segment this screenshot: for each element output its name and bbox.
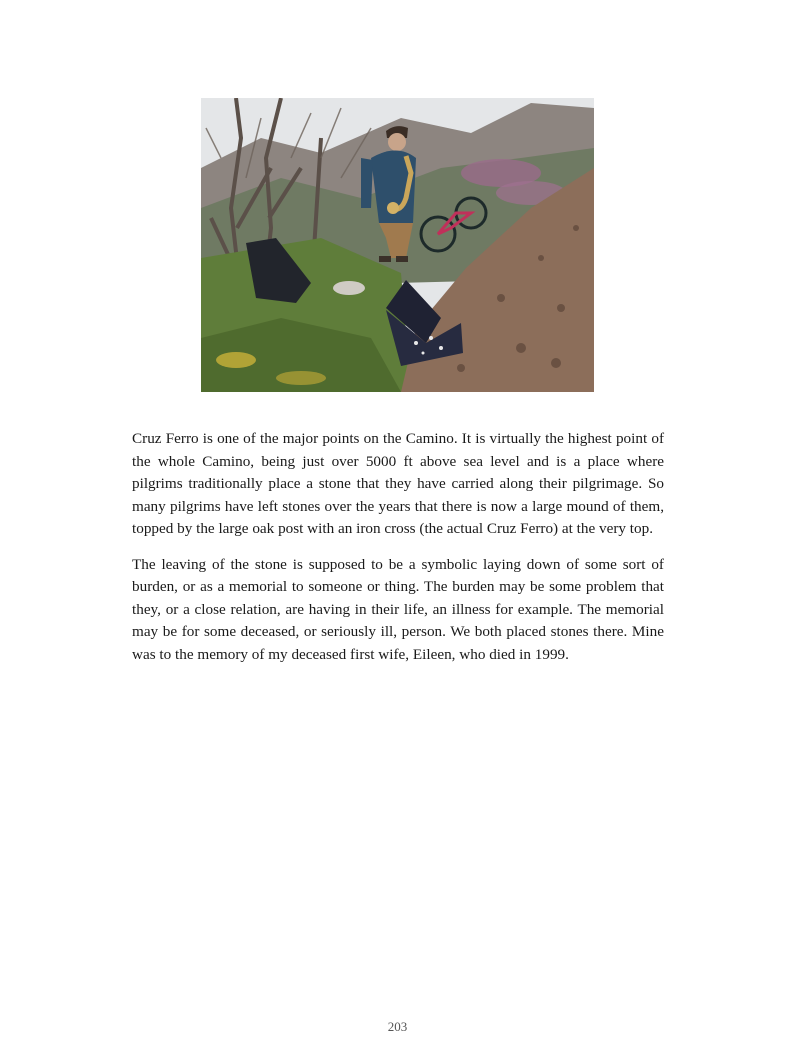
paragraph: Cruz Ferro is one of the major points on the Camino. It is virtually the highest point of the whole Camino, being just over 5000 ft above sea level and is a place where pilgrims traditionally place a stone that they have carried along their pilgrimage. So many pilgrims have left stones over the years that there is now a large mound of them, topped by the large oak post with an iron cross (the actual Cruz Ferro) at the very top. — [132, 430, 664, 537]
body-text — [132, 428, 664, 679]
photo-illustration — [201, 98, 594, 392]
paragraph: The leaving of the stone is supposed to be a symbolic laying down of some sort of burden, or as a memorial to someone or thing. The burden may be some problem that they, or a close relation, are having in their life, an illness for example. The memorial may be for some deceased, or seriously ill, person. We both placed stones there. Mine was to the memory of my deceased first wife, Eileen, who died in 1999. — [132, 555, 664, 663]
page-number: 203 — [387, 1019, 408, 1034]
photograph — [201, 98, 594, 392]
